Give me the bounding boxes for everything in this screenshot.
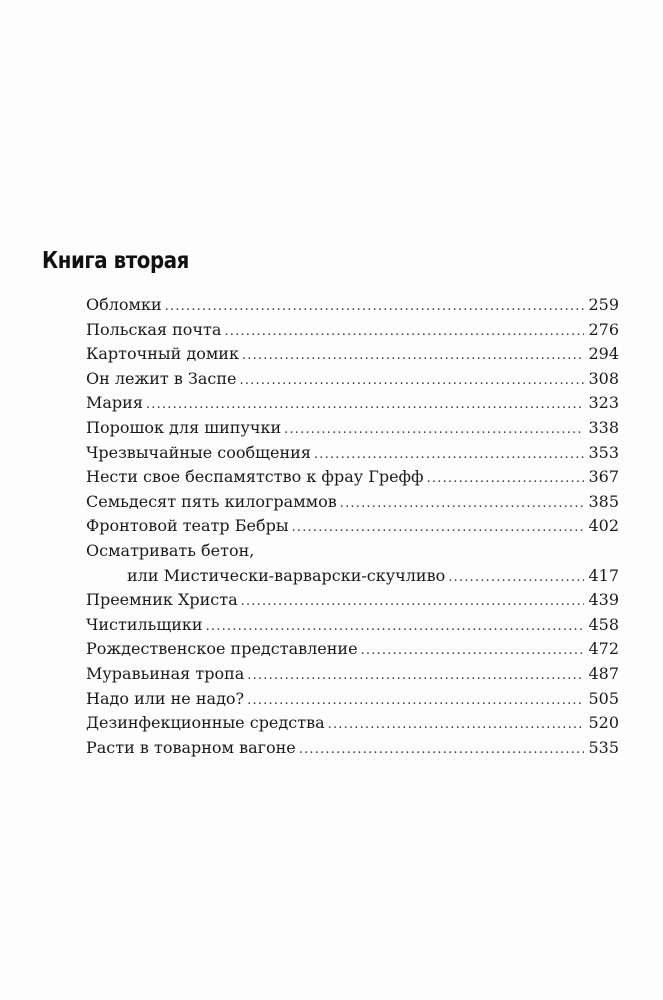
toc-entry-title: Обломки [86, 295, 162, 314]
toc-entry-title: Чистильщики [86, 614, 203, 634]
toc-row [86, 416, 619, 441]
toc-entry-title-line2: или Мистически-варварски-скучливо [127, 565, 446, 585]
toc-page-number: 458 [588, 614, 619, 634]
toc-entry-title: Преемник Христа [86, 590, 238, 610]
dot-leader [314, 443, 585, 468]
toc-page-number: 385 [588, 491, 619, 511]
toc-entry [86, 416, 619, 441]
toc-page-number: 535 [588, 737, 619, 757]
toc-row [86, 391, 619, 416]
toc-entry [86, 736, 619, 761]
dot-leader [247, 689, 584, 714]
toc-entry-title: Чрезвычайные сообщения [86, 442, 311, 462]
toc-entry [86, 588, 619, 613]
dot-leader [361, 639, 585, 664]
toc-entry [86, 514, 619, 539]
toc-entry-two-line [86, 539, 619, 588]
toc-page-number: 276 [588, 319, 619, 339]
dot-leader [448, 566, 584, 591]
dot-leader [241, 590, 585, 615]
toc-entry-title: Мария [86, 393, 143, 413]
toc-entry [86, 662, 619, 687]
toc-entry-title: Рождественское представление [86, 639, 358, 659]
toc-entry-title-line1: Осматривать бетон, [86, 540, 255, 560]
toc-page-number: 259 [588, 295, 619, 314]
toc-entry-title: Порошок для шипучки [86, 417, 282, 437]
toc-page-number: 439 [588, 590, 619, 610]
toc-entry-title: Фронтовой театр Бебры [86, 516, 289, 536]
toc-page-number: 505 [588, 688, 619, 708]
toc-page-number: 472 [588, 639, 619, 659]
dot-leader [224, 320, 584, 345]
toc-entry-title: Карточный домик [86, 344, 239, 364]
table-of-contents [86, 293, 619, 760]
toc-page-number: 402 [588, 516, 619, 536]
toc-entry-title: Польская почта [86, 319, 222, 339]
toc-page-number: 323 [588, 393, 619, 413]
toc-entry-title: Дезинфекционные средства [86, 713, 325, 733]
toc-entry-title: Семьдесят пять килограммов [86, 491, 337, 511]
toc-row [86, 367, 619, 392]
section-title: Книга вторая [42, 248, 189, 274]
toc-page-number: 308 [588, 368, 619, 388]
dot-leader [165, 295, 585, 320]
toc-page-number: 367 [588, 467, 619, 487]
toc-entry [86, 490, 619, 515]
dot-leader [299, 738, 585, 763]
toc-entry [86, 293, 619, 318]
toc-row [86, 318, 619, 343]
toc-page-number: 294 [588, 344, 619, 364]
toc-page-number: 417 [588, 565, 619, 585]
toc-entry [86, 637, 619, 662]
dot-leader [146, 393, 585, 418]
toc-page-number: 487 [588, 663, 619, 683]
toc-row-first-line [86, 539, 619, 564]
toc-row [86, 293, 619, 318]
toc-row [86, 736, 619, 761]
dot-leader [206, 615, 585, 640]
toc-entry [86, 367, 619, 392]
toc-entry [86, 342, 619, 367]
toc-entry-title: Расти в товарном вагоне [86, 737, 296, 757]
dot-leader [292, 516, 585, 541]
toc-row [86, 441, 619, 466]
toc-row [86, 637, 619, 662]
dot-leader [247, 664, 584, 689]
toc-row [86, 711, 619, 736]
dot-leader [240, 369, 585, 394]
toc-entry [86, 318, 619, 343]
toc-entry-title: Муравьиная тропа [86, 663, 245, 683]
dot-leader [340, 492, 585, 517]
toc-row [86, 514, 619, 539]
toc-page-number: 520 [588, 713, 619, 733]
toc-entry [86, 687, 619, 712]
dot-leader [284, 418, 584, 443]
toc-entry [86, 613, 619, 638]
toc-entry [86, 465, 619, 490]
toc-row [86, 662, 619, 687]
toc-entry [86, 391, 619, 416]
toc-row [86, 490, 619, 515]
toc-page-number: 338 [588, 417, 619, 437]
toc-entry [86, 441, 619, 466]
toc-entry-title: Он лежит в Заспе [86, 368, 237, 388]
toc-page-number: 353 [588, 442, 619, 462]
toc-row-continuation [86, 564, 619, 589]
toc-row [86, 588, 619, 613]
toc-entry-title: Нести свое беспамятство к фрау Грефф [86, 467, 424, 487]
toc-row [86, 465, 619, 490]
toc-row [86, 613, 619, 638]
dot-leader [427, 467, 585, 492]
toc-entry [86, 711, 619, 736]
toc-row [86, 342, 619, 367]
dot-leader [242, 344, 584, 369]
toc-row [86, 687, 619, 712]
dot-leader [328, 713, 585, 738]
toc-entry-title: Надо или не надо? [86, 688, 245, 708]
